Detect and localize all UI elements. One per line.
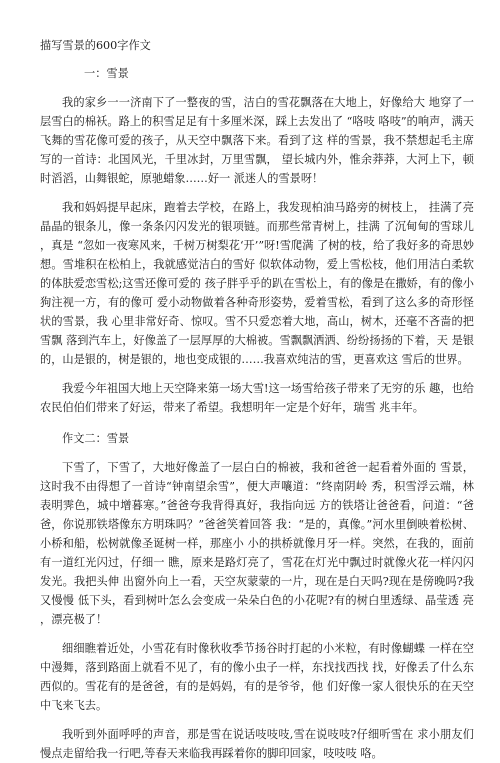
document-title: 描写雪景的600字作文 — [40, 39, 151, 52]
paragraph: 我爱今年祖国大地上天空降来第一场大雪!这一场雪给孩子带来了无穷的乐 趣，也给农民伯伯们带来了好运，带来了希望。我想明年一定是个好年，瑞雪 兆丰年。 — [40, 382, 474, 414]
paragraph: 我和妈妈提早起床，跑着去学校，在路上，我发现柏油马路旁的树枝上， 挂满了亮晶晶的银条儿，像一条条闪闪发光的银项链。而那些常青树上，挂满 了沉甸甸的雪球儿，真是 “忽如一夜寒风来，千树万树梨花‘开’”呀!雪爬满 了树的枝，给了我好多的奇思妙想。雪堆积在松柏上，我就感觉洁白的雪好 似软体动物，爱上雪松枝，他们用洁白柔软的体肤爱恋雪松;这雪还像可爱的 孩子胖乎乎的趴在雪松上，有的像是在撒娇，有的像小狗注视一方，有的像可 爱小动物做着各种奇形姿势，爱着雪松，看到了这么多的奇形怪状的雪景，我 心里非常好奇、惊叹。雪不只爱恋着大地，高山，树木，还毫不吝啬的把雪飘 落到汽车上，好像盖了一层厚厚的大棉被。雪飘飘洒洒、纷纷扬扬的下着，天 是银的，山是银的，树是银的，地也变成银的……我喜欢纯洁的雪，更喜欢这 雪后的世界。 — [40, 201, 474, 366]
paragraph: 细细瞧着近处，小雪花有时像秋收季节扬谷时打起的小米粒，有时像蝴蝶 一样在空中漫舞，落到路面上就看不见了，有的像小虫子一样，东找找西找 找，好像丢了什么东西似的。雪花有的是爸爸，有的是妈妈，有的是爷爷，他 们好像一家人很快乐的在天空中飞来飞去。 — [40, 642, 474, 712]
paragraph: 我听到外面呼呼的声音，那是雪在说话吱吱吱,雪在说吱吱?仔细听雪在 求小朋友们慢点走留给我一行吧,等春天来临我再踩着你的脚印回家，吱吱吱 咯。 — [40, 728, 474, 760]
section-heading-2: 作文二：雪景 — [62, 432, 130, 445]
section-heading-1: 一：雪景 — [84, 67, 129, 80]
paragraph: 我的家乡一一济南下了一整夜的雪，洁白的雪花飘落在大地上，好像给大 地穿了一层雪白的棉袄。路上的积雪足足有十多厘米深，踩上去发出了 “咯吱 咯吱”的响声，满天飞舞的雪花像可爱的孩子，从天空中飘落下来。看到了这 样的雪景，我不禁想起毛主席写的一首诗：北国风光，千里冰封，万里雪飘， 望长城内外，惟余莽莽，大河上下，顿时滔滔，山舞银蛇，原驰蜡象……好一 派迷人的雪景呀！ — [40, 96, 474, 185]
paragraph: 下雪了，下雪了，大地好像盖了一层白白的棉被，我和爸爸一起看着外面的 雪景，这时我不由得想了一首诗“钟南望余雪”，便大声嚷道：“终南阴岭 秀，积雪浮云端，林表明霁色，城中增暮寒。”爸爸夸我背得真好，我指向远 方的铁塔让爸爸看，问道：“爸爸，你说那铁塔像东方明珠吗？”爸爸笑着回答 我：“是的，真像。”河水里倒映着松树、小桥和船，松树就像圣诞树一样，那座小 小的拱桥就像月牙一样。突然，在我的，面前有一道红光闪过，仔细一 瞧，原来是路灯亮了，雪花在灯光中飘过时就像火花一样闪闪发光。我把头伸 出窗外向上一看，天空灰蒙蒙的一片，现在是白天吗?现在是傍晚吗?我又慢慢 低下头，看到树叶怎么会变成一朵朵白色的小花呢?有的树白里透绿、晶莹透 亮，漂亮极了！ — [40, 461, 474, 626]
section-snow-scene-2 — [40, 429, 474, 763]
section-snow-scene-1 — [40, 64, 474, 417]
